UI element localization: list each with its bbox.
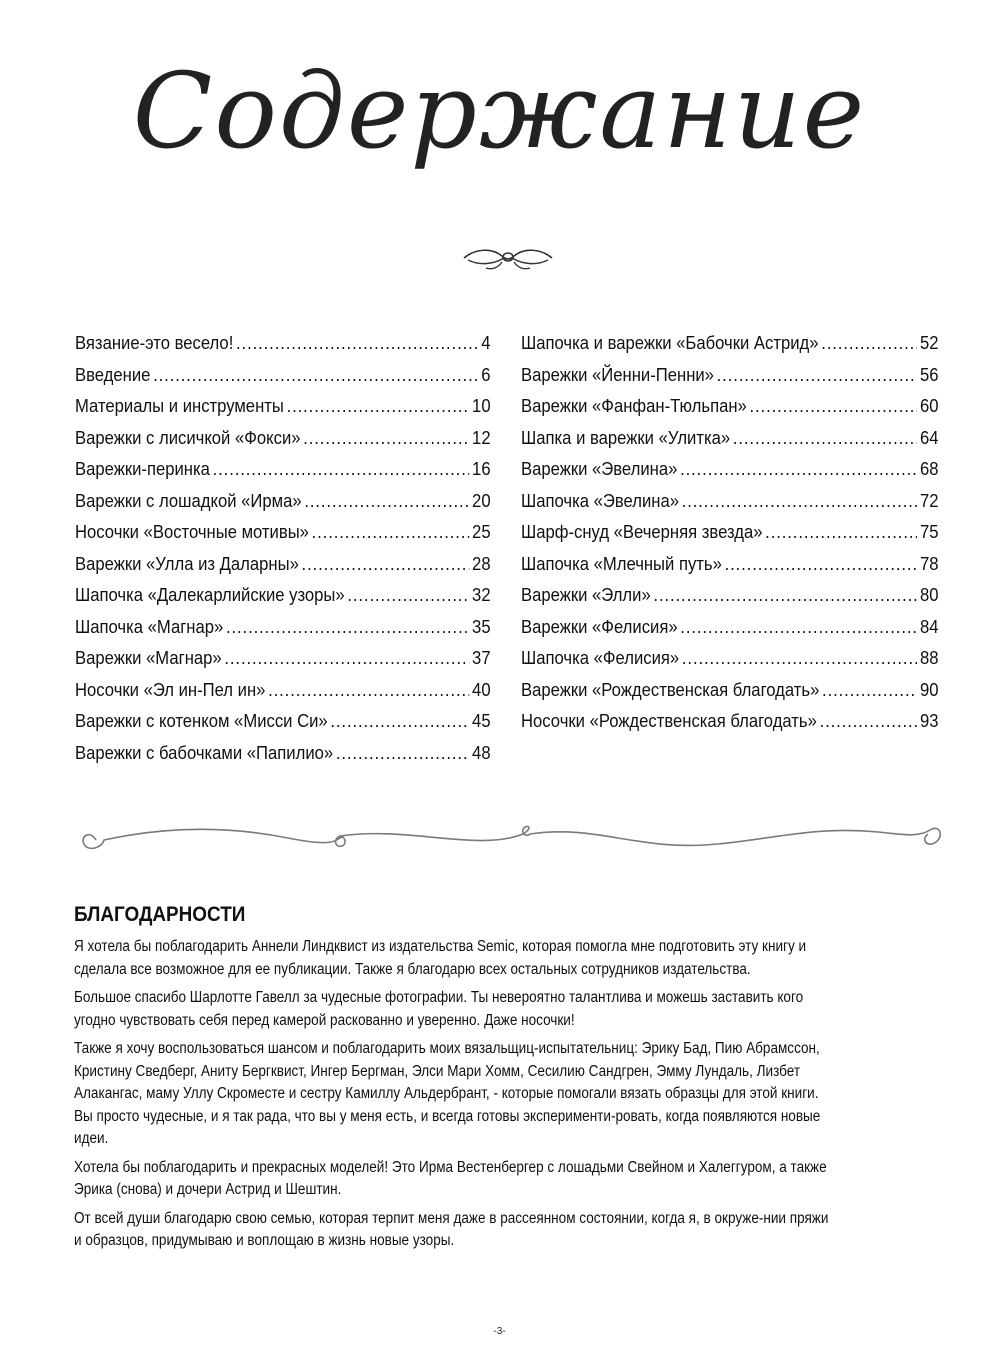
toc-entry-page: 20 [472,489,491,511]
toc-entry-title: Шапка и варежки «Улитка» [521,426,731,448]
toc-dot-leader [733,427,918,449]
toc-entry-page: 28 [472,552,491,574]
toc-entry-page: 6 [481,363,491,385]
toc-dot-leader [680,458,917,480]
toc-entry[interactable] [75,679,491,711]
acknowledgements-paragraph: От всей души благодарю свою семью, которая терпит меня даже в рассеянном состоянии, когда я, в окруже-нии пряжи и образцов, придумываю и воплощаю в жизнь новые узоры. [74,1209,829,1249]
acknowledgements-heading: БЛАГОДАРНОСТИ [74,903,246,926]
toc-entry[interactable] [521,584,939,616]
toc-entry-page: 78 [920,552,939,574]
toc-entry-page: 80 [920,584,939,605]
toc-entry-page: 40 [472,678,491,700]
toc-dot-leader [287,395,470,417]
toc-entry[interactable] [75,395,491,427]
toc-entry-title: Варежки с котенком «Мисси Си» [75,710,328,731]
toc-entry-title: Варежки «Эвелина» [521,458,678,479]
toc-dot-leader [822,679,917,701]
toc-entry-page: 93 [920,710,939,731]
toc-entry-title: Варежки «Рождественская благодать» [521,678,820,700]
toc-left-column [75,332,491,773]
bow-flourish-icon [462,244,554,272]
toc-entry[interactable] [521,458,939,490]
toc-entry[interactable] [521,647,939,679]
toc-entry-page: 75 [920,521,939,542]
toc-entry[interactable] [75,521,491,553]
toc-dot-leader [226,616,469,638]
toc-entry[interactable] [521,490,939,522]
toc-entry-title: Варежки с бабочками «Папилио» [75,741,334,763]
toc-dot-leader [224,647,469,669]
toc-entry-page: 45 [472,710,491,731]
toc-entry[interactable] [521,521,939,553]
toc-dot-leader [765,521,917,543]
toc-entry-page: 48 [472,741,491,763]
toc-dot-leader [750,395,918,417]
toc-entry[interactable] [521,364,939,396]
acknowledgements-paragraph: Я хотела бы поблагодарить Аннели Линдквист из издательства Semic, которая помогла мне подготовить эту книгу и сделала все возможное для ее публикации. Также я благодарю всех остальных сотрудников издательства. [74,938,807,978]
toc-dot-leader [213,458,470,480]
toc-dot-leader [821,332,917,354]
toc-entry-title: Шапочка «Млечный путь» [521,552,722,574]
toc-dot-leader [302,553,470,575]
toc-entry-page: 10 [472,395,491,416]
toc-dot-leader [725,553,918,575]
toc-entry-page: 12 [472,426,491,448]
toc-entry[interactable] [521,679,939,711]
page-number: -3- [493,1326,506,1337]
toc-entry-page: 25 [472,521,491,542]
toc-entry-page: 16 [472,458,491,479]
swirl-divider-icon [78,822,948,862]
toc-entry[interactable] [75,742,491,774]
toc-entry-title: Шапочка «Эвелина» [521,489,679,511]
toc-entry-title: Шарф-снуд «Вечерняя звезда» [521,521,763,542]
toc-entry[interactable] [75,553,491,585]
toc-dot-leader [653,584,917,606]
toc-entry[interactable] [75,490,491,522]
toc-entry-title: Варежки «Элли» [521,584,651,605]
toc-dot-leader [347,584,469,606]
toc-entry[interactable] [75,647,491,679]
toc-entry[interactable] [521,427,939,459]
toc-entry[interactable] [75,364,491,396]
toc-entry-title: Шапочка «Далекарлийские узоры» [75,584,345,605]
toc-dot-leader [303,427,469,449]
toc-entry[interactable] [75,427,491,459]
toc-dot-leader [153,364,479,386]
toc-entry-title: Носочки «Рождественская благодать» [521,710,817,731]
toc-entry-page: 35 [472,615,491,637]
toc-entry-page: 72 [920,489,939,511]
toc-dot-leader [717,364,918,386]
toc-dot-leader [304,490,469,512]
toc-entry-title: Шапочка «Фелисия» [521,647,680,668]
toc-entry-page: 90 [920,678,939,700]
toc-entry[interactable] [75,710,491,742]
toc-dot-leader [312,521,470,543]
toc-dot-leader [820,710,918,732]
toc-entry[interactable] [521,553,939,585]
toc-entry[interactable] [75,584,491,616]
toc-entry-title: Варежки «Фанфан-Тюльпан» [521,395,747,416]
toc-entry-title: Варежки «Магнар» [75,647,222,668]
toc-entry[interactable] [75,616,491,648]
toc-entry-page: 68 [920,458,939,479]
toc-entry-page: 60 [920,395,939,416]
toc-entry[interactable] [521,616,939,648]
toc-entry-page: 88 [920,647,939,668]
toc-entry-title: Шапочка «Магнар» [75,615,224,637]
toc-entry-page: 4 [481,332,491,353]
toc-entry-page: 32 [472,584,491,605]
toc-entry-title: Варежки с лисичкой «Фокси» [75,426,301,448]
acknowledgements-paragraph: Большое спасибо Шарлотте Гавелл за чудесные фотографии. Ты невероятно талантлива и можешь заставить кого угодно чувствовать себя перед камерой раскованно и уверенно. Даже носочки! [74,989,804,1029]
toc-entry-title: Варежки-перинка [75,458,210,479]
toc-dot-leader [682,647,917,669]
toc-dot-leader [330,710,469,732]
toc-entry-page: 56 [920,363,939,385]
toc-dot-leader [680,616,917,638]
toc-entry-title: Введение [75,363,151,385]
toc-entry-title: Варежки «Йенни-Пенни» [521,363,714,385]
toc-entry[interactable] [75,332,491,364]
toc-entry[interactable] [521,710,939,742]
toc-entry-page: 52 [920,332,939,353]
toc-entry-page: 37 [472,647,491,668]
toc-dot-leader [682,490,918,512]
toc-entry-title: Носочки «Восточные мотивы» [75,521,309,542]
toc-entry[interactable] [75,458,491,490]
acknowledgements-paragraph: Также я хочу воспользоваться шансом и поблагодарить моих вязальщиц-испытательниц: Эрику Бад, Пию Абрамссон, Кристину Сведберг, Аниту Бергквист, Ингер Бергман, Элси Мари Хомм, Сесилию Сандгрен, Эмму Лундаль, Лизбет Алакангас, маму Уллу Скроместе и сестру Камиллу Альдербрант, - которые помогали вязать образцы для этой книги. Вы просто чудесные, и я так рада, что вы у меня есть, и всегда готовы эксперименти-ровать, когда появляются новые идеи. [74,1040,821,1147]
toc-dot-leader [268,679,469,701]
toc-dot-leader [236,332,479,354]
toc-entry[interactable] [521,332,939,364]
toc-entry[interactable] [521,395,939,427]
page-title: Содержание [132,50,867,172]
acknowledgements-paragraph: Хотела бы поблагодарить и прекрасных моделей! Это Ирма Вестенбергер с лошадьми Свейном и Халеггуром, а также Эрика (снова) и дочери Астрид и Шештин. [74,1158,827,1198]
toc-right-column [521,332,939,742]
toc-entry-title: Варежки «Улла из Даларны» [75,552,299,574]
toc-dot-leader [336,742,470,764]
toc-entry-title: Материалы и инструменты [75,395,284,416]
toc-entry-title: Вязание-это весело! [75,332,234,353]
toc-entry-title: Варежки с лошадкой «Ирма» [75,489,302,511]
toc-entry-title: Шапочка и варежки «Бабочки Астрид» [521,332,819,353]
toc-entry-page: 84 [920,615,939,637]
toc-entry-title: Варежки «Фелисия» [521,615,678,637]
toc-entry-page: 64 [920,426,939,448]
toc-entry-title: Носочки «Эл ин-Пел ин» [75,678,266,700]
acknowledgements-section [74,903,934,1259]
